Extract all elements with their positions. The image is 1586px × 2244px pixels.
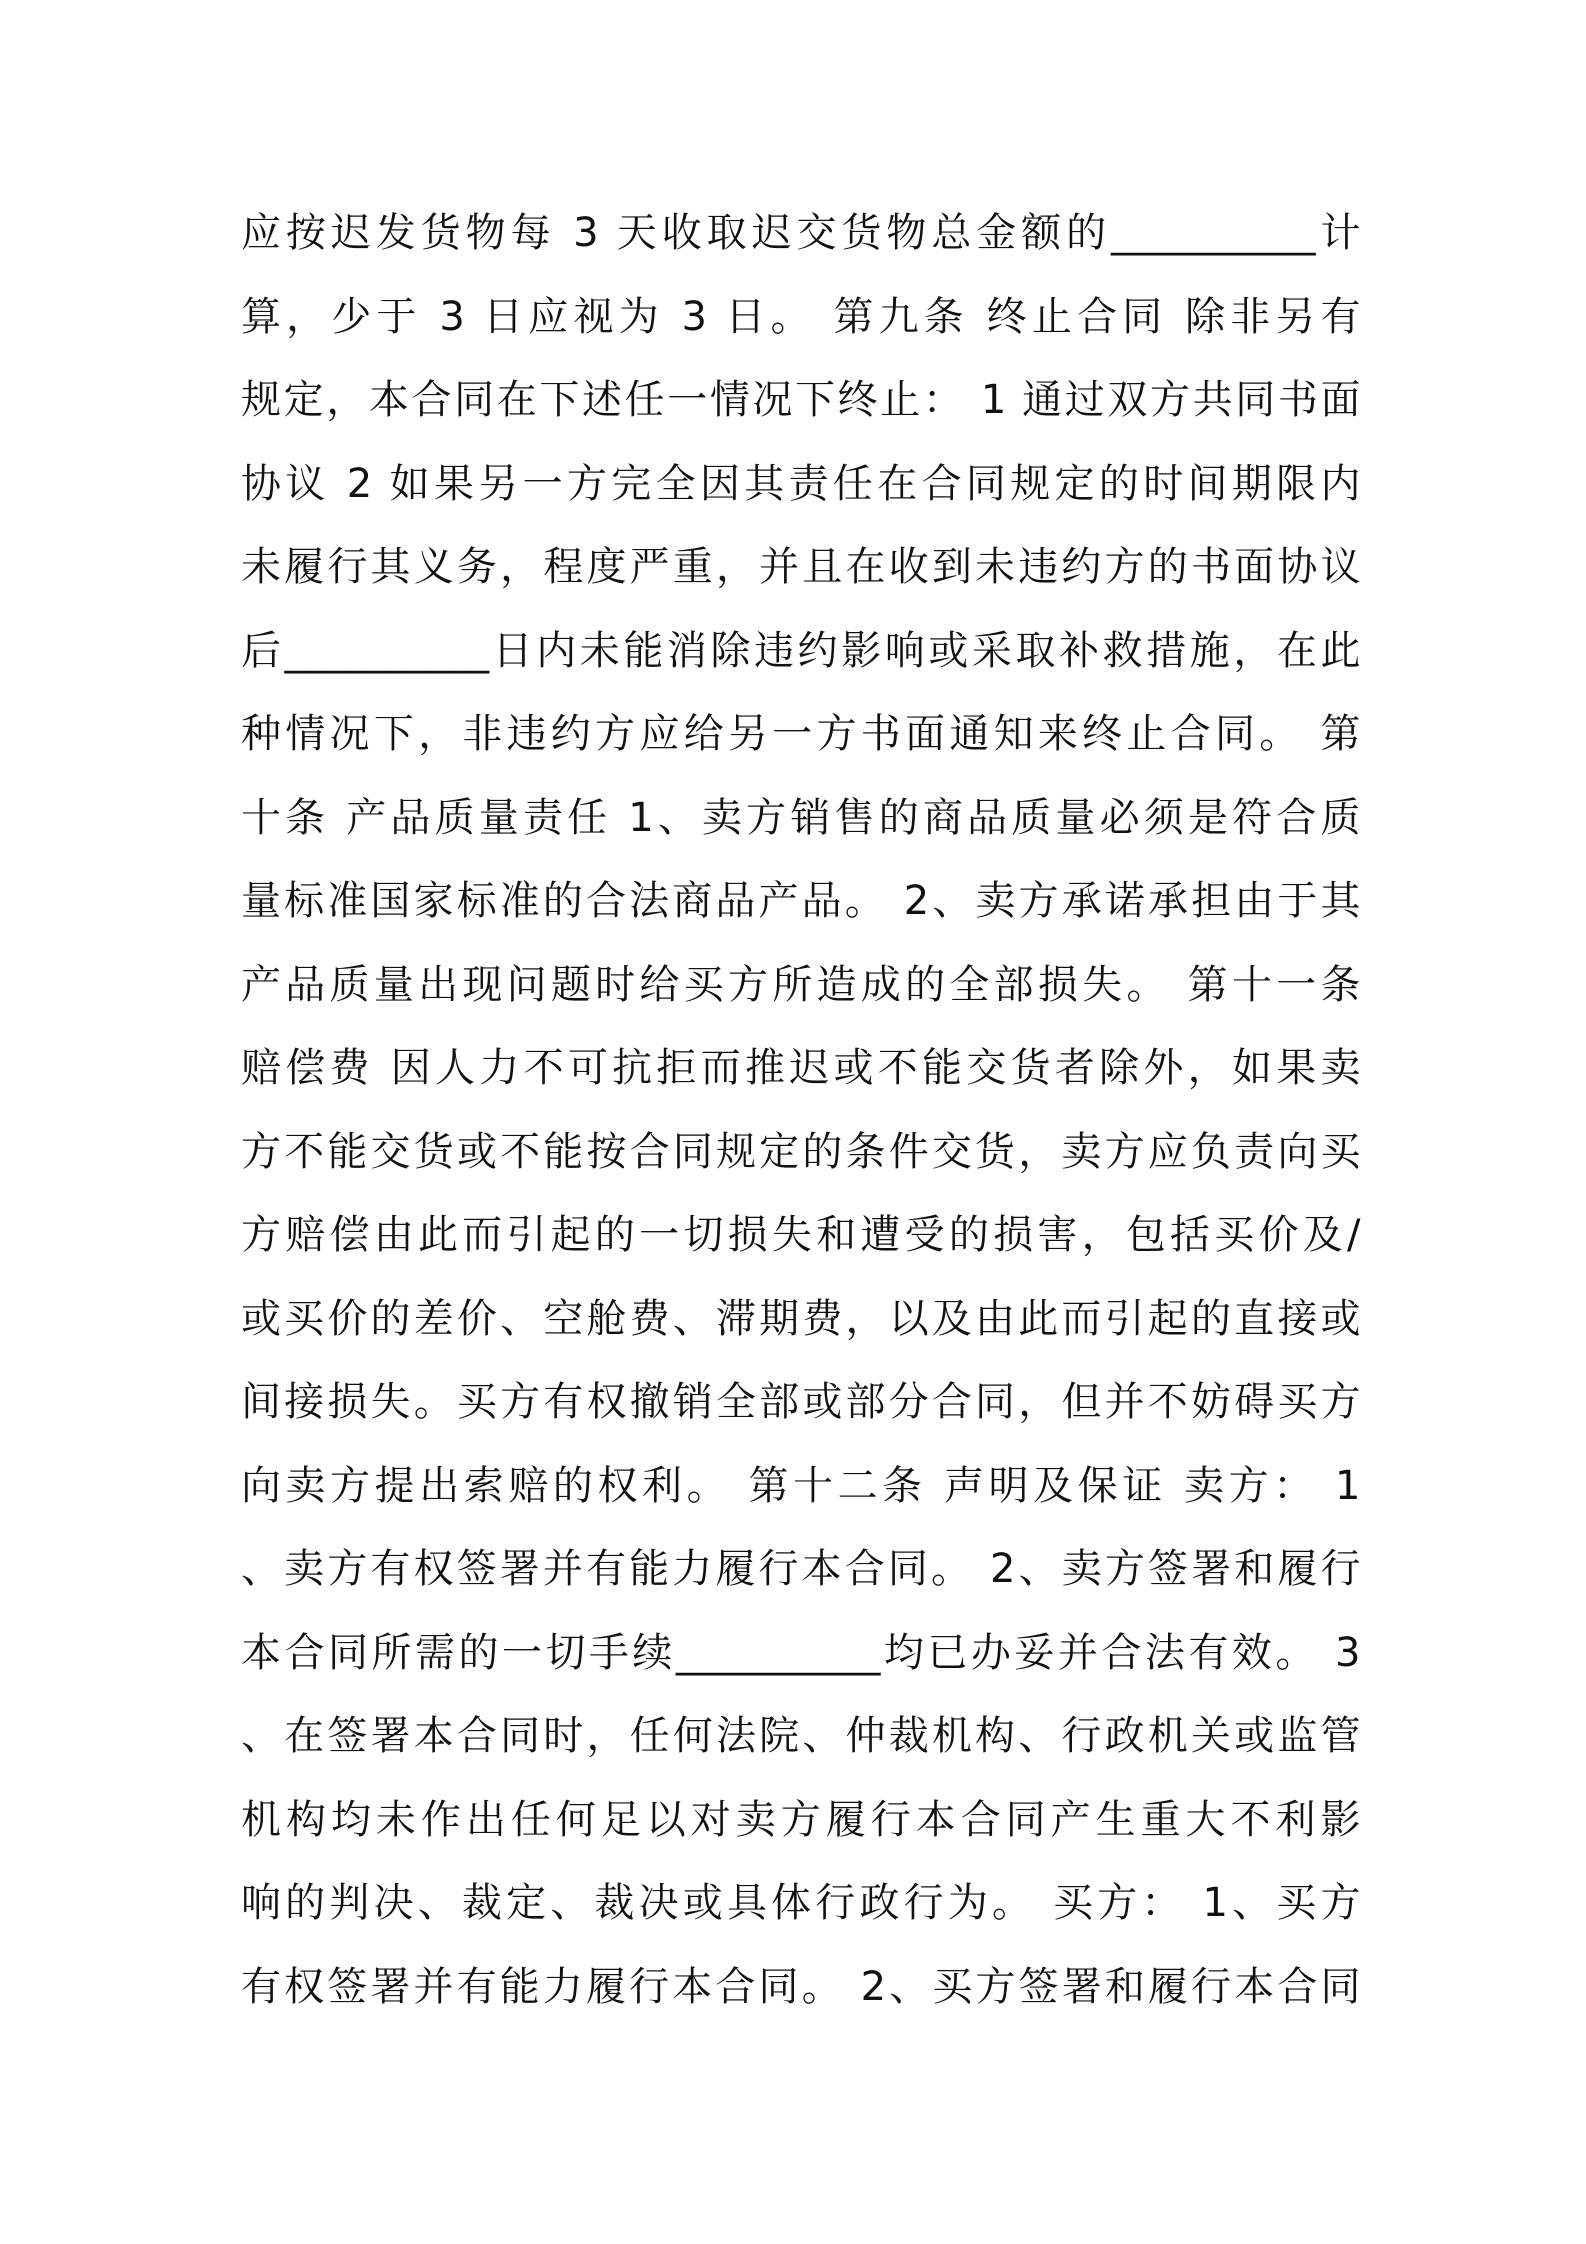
text-line-15: 间接损失。买方有权撤销全部或部分合同，但并不妨碍买方 [241, 1379, 1361, 1425]
text-line-18: 本合同所需的一切手续__________均已办妥并合法有效。 3 [241, 1629, 1361, 1676]
contract-text-body [241, 192, 1361, 2029]
text-line-13: 方赔偿由此而引起的一切损失和遭受的损害，包括买价及/ [241, 1212, 1361, 1258]
text-line-1: 应按迟发货物每 3 天收取迟交货物总金额的__________计 [241, 210, 1361, 256]
text-line-5: 未履行其义务，程度严重，并且在收到未违约方的书面协议 [241, 544, 1361, 590]
text-line-2: 算，少于 3 日应视为 3 日。 第九条 终止合同 除非另有 [241, 293, 1361, 340]
text-line-16: 向卖方提出索赔的权利。 第十二条 声明及保证 卖方： 1 [241, 1462, 1361, 1509]
text-line-8: 十条 产品质量责任 1、卖方销售的商品质量必须是符合质 [241, 794, 1361, 841]
text-line-19: 、在签署本合同时，任何法院、仲裁机构、行政机关或监管 [241, 1713, 1361, 1759]
text-line-12: 方不能交货或不能按合同规定的条件交货，卖方应负责向买 [241, 1128, 1361, 1175]
text-line-7: 种情况下，非违约方应给另一方书面通知来终止合同。 第 [241, 711, 1361, 757]
text-line-14: 或买价的差价、空舱费、滞期费，以及由此而引起的直接或 [241, 1295, 1361, 1342]
text-line-21: 响的判决、裁定、裁决或具体行政行为。 买方： 1、买方 [241, 1880, 1361, 1926]
text-line-10: 产品质量出现问题时给买方所造成的全部损失。 第十一条 [241, 961, 1361, 1008]
text-line-3: 规定，本合同在下述任一情况下终止： 1 通过双方共同书面 [241, 377, 1361, 423]
text-line-6: 后__________日内未能消除违约影响或采取补救措施，在此 [241, 627, 1361, 674]
text-line-4: 协议 2 如果另一方完全因其责任在合同规定的时间期限内 [241, 460, 1361, 507]
text-line-9: 量标准国家标准的合法商品产品。 2、卖方承诺承担由于其 [241, 878, 1361, 924]
text-line-11: 赔偿费 因人力不可抗拒而推迟或不能交货者除外，如果卖 [241, 1045, 1361, 1091]
text-line-20: 机构均未作出任何足以对卖方履行本合同产生重大不利影 [241, 1796, 1361, 1843]
text-line-22: 有权签署并有能力履行本合同。 2、买方签署和履行本合同 [241, 1963, 1361, 2010]
text-line-17: 、卖方有权签署并有能力履行本合同。 2、卖方签署和履行 [241, 1546, 1361, 1592]
